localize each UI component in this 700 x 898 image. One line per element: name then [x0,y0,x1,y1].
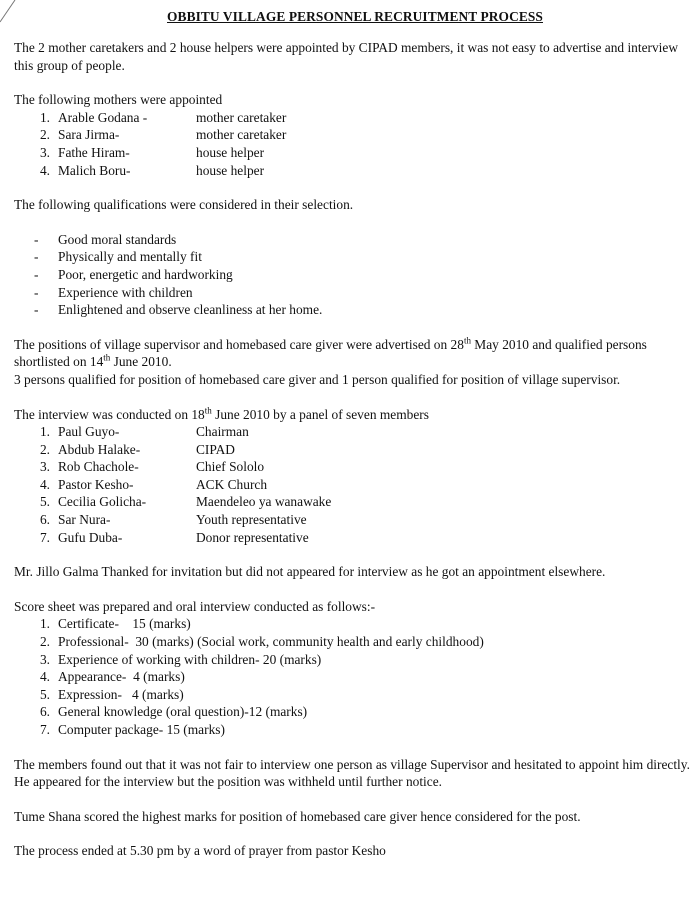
dash-bullet: - [34,284,39,300]
interview-text: June 2010 by a panel of seven members [211,406,429,422]
tume-paragraph: Tume Shana scored the highest marks for position of homebased care giver hence considered for the post. [14,808,581,824]
list-item [14,284,696,302]
dash-bullet: - [34,302,39,318]
closing-paragraph: The process ended at 5.30 pm by a word of prayer from pastor Kesho [14,843,386,859]
person-name: Arable Godana - [58,109,148,125]
appointed-heading: The following mothers were appointed [14,92,223,108]
person-name: Sara Jirma- [58,127,120,143]
person-role: CIPAD [196,441,235,457]
members-paragraph: The members found out that it was not fair to interview one person as village Supervisor and hesitated to appoint him directly. He appeared for the interview but the position was withheld until further notice. [14,756,690,790]
list-item [14,633,696,651]
dash-bullet: - [34,266,39,282]
qualification-text: Enlightened and observe cleanliness at her home. [58,302,323,318]
person-role: Maendeleo ya wanawake [196,494,332,510]
ordinal-suffix: th [463,335,471,346]
jillo-paragraph: Mr. Jillo Galma Thanked for invitation but did not appeared for interview as he got an appointment elsewhere. [14,564,606,580]
appointed-list [14,109,696,179]
person-name: Fathe Hiram- [58,144,130,160]
score-text: Professional- 30 (marks) (Social work, community health and early childhood) [58,634,484,650]
dash-bullet: - [34,231,39,247]
list-item [14,266,696,284]
person-name: Cecilia Golicha- [58,494,147,510]
person-name: Rob Chachole- [58,459,139,475]
list-item [14,511,696,529]
list-item [14,529,696,547]
ordinal-suffix: th [103,352,111,363]
list-item [14,686,696,704]
intro-paragraph: The 2 mother caretakers and 2 house helpers were appointed by CIPAD members, it was not easy to advertise and interview this group of people. [14,40,679,73]
item-number: 6. [39,512,50,528]
item-number: 6. [39,704,50,720]
dash-bullet: - [34,249,39,265]
item-number: 2. [39,127,50,143]
item-number: 1. [39,616,50,632]
list-item [14,615,696,633]
person-role: ACK Church [196,476,268,492]
list-item [14,109,696,127]
item-number: 2. [39,441,50,457]
person-role: Chief Sololo [196,459,265,475]
interview-text: The interview was conducted on 18 [14,406,205,422]
item-number: 4. [39,162,50,178]
qualification-text: Experience with children [58,284,193,300]
person-name: Gufu Duba- [58,529,123,545]
panel-list [14,423,696,546]
score-text: General knowledge (oral question)-12 (marks) [58,704,308,720]
person-role: mother caretaker [196,109,287,125]
person-role: Donor representative [196,529,309,545]
document-page [14,0,696,860]
advert-text: June 2010. [110,354,172,370]
list-item [14,126,696,144]
qualification-text: Physically and mentally fit [58,249,202,265]
score-text: Expression- 4 (marks) [58,686,184,702]
score-text: Appearance- 4 (marks) [58,669,185,685]
list-item [14,441,696,459]
person-name: Abdub Halake- [58,441,141,457]
person-role: house helper [196,162,265,178]
list-item [14,476,696,494]
advert-paragraph [14,336,696,371]
item-number: 3. [39,459,50,475]
qualifications-list [14,231,696,319]
score-heading: Score sheet was prepared and oral interview conducted as follows:- [14,598,376,614]
list-item [14,144,696,162]
qualification-text: Good moral standards [58,231,177,247]
list-item [14,668,696,686]
item-number: 3. [39,651,50,667]
person-role: Chairman [196,424,249,440]
item-number: 7. [39,722,50,737]
qualifications-heading: The following qualifications were considered in their selection. [14,197,354,213]
list-item [14,651,696,669]
item-number: 2. [39,634,50,650]
interview-heading [14,406,696,424]
item-number: 1. [39,109,50,125]
advert-text: May 2010 and qualified persons shortlisted on 14 [14,336,647,370]
item-number: 3. [39,144,50,160]
person-role: Youth representative [196,512,307,528]
item-number: 5. [39,494,50,510]
shortlist-paragraph: 3 persons qualified for position of homebased care giver and 1 person qualified for position of village supervisor. [14,371,621,387]
advert-text: The positions of village supervisor and homebased care giver were advertised on 28 [14,336,464,352]
list-item [14,703,696,721]
item-number: 7. [39,529,50,545]
person-name: Paul Guyo- [58,424,120,440]
person-role: house helper [196,144,265,160]
score-text: Experience of working with children- 20 (marks) [58,651,322,667]
list-item [14,162,696,180]
page-title: OBBITU VILLAGE PERSONNEL RECRUITMENT PROCESS [167,9,543,24]
list-item [14,248,696,266]
person-name: Pastor Kesho- [58,476,134,492]
person-name: Malich Boru- [58,162,131,178]
list-item [14,301,696,319]
score-text: Certificate- 15 (marks) [58,616,191,632]
item-number: 4. [39,476,50,492]
item-number: 5. [39,686,50,702]
list-item [14,721,696,739]
list-item [14,458,696,476]
person-role: mother caretaker [196,127,287,143]
list-item [14,423,696,441]
qualification-text: Poor, energetic and hardworking [58,266,233,282]
ordinal-suffix: th [204,405,212,416]
list-item [14,493,696,511]
score-list [14,615,696,738]
list-item [14,231,696,249]
person-name: Sar Nura- [58,512,111,528]
score-text: Computer package- 15 (marks) [58,722,225,737]
item-number: 4. [39,669,50,685]
item-number: 1. [39,424,50,440]
